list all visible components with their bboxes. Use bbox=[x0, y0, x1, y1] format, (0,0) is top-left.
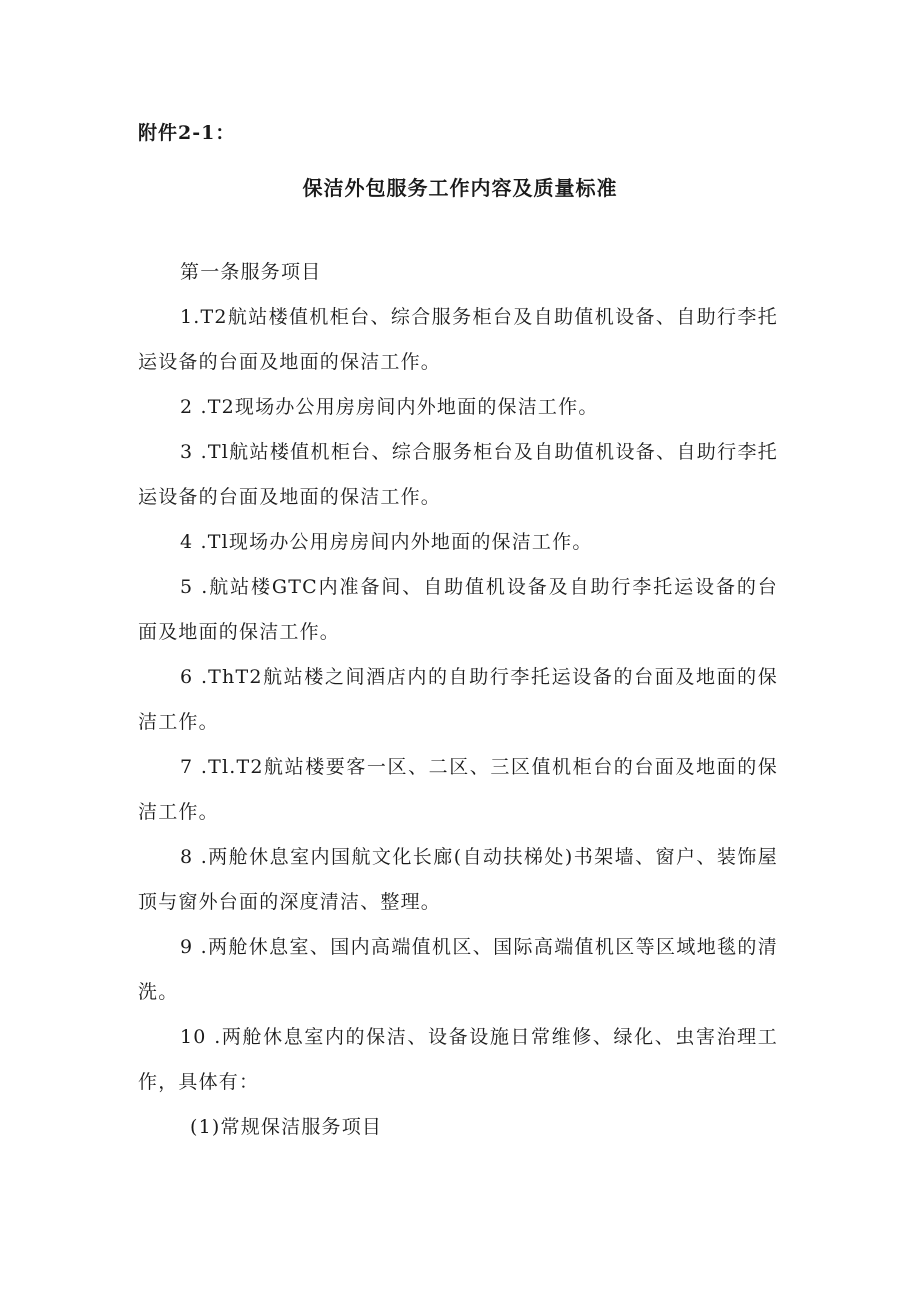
service-item-5: 5 .航站楼GTC内准备间、自助值机设备及自助行李托运设备的台面及地面的保洁工作。 bbox=[138, 576, 778, 643]
service-item-2: 2 .T2现场办公用房房间内外地面的保洁工作。 bbox=[180, 396, 599, 418]
section-heading: 第一条服务项目 bbox=[180, 261, 322, 283]
service-item-3: 3 .Tl航站楼值机柜台、综合服务柜台及自助值机设备、自助行李托运设备的台面及地面的保洁工作。 bbox=[138, 441, 778, 508]
service-item-9: 9 .两舱休息室、国内高端值机区、国际高端值机区等区域地毯的清洗。 bbox=[138, 936, 778, 1003]
service-item-10: 10 .两舱休息室内的保洁、设备设施日常维修、绿化、虫害治理工作，具体有： bbox=[138, 1026, 778, 1093]
service-item-4: 4 .Tl现场办公用房房间内外地面的保洁工作。 bbox=[180, 531, 593, 553]
service-item-8: 8 .两舱休息室内国航文化长廊(自动扶梯处)书架墙、窗户、装饰屋顶与窗外台面的深度清洁、整理。 bbox=[138, 846, 778, 913]
service-item-1: 1.T2航站楼值机柜台、综合服务柜台及自助值机设备、自助行李托运设备的台面及地面的保洁工作。 bbox=[138, 306, 778, 373]
document-body bbox=[138, 250, 778, 1150]
service-item-7: 7 .Tl.T2航站楼要客一区、二区、三区值机柜台的台面及地面的保洁工作。 bbox=[138, 756, 778, 823]
service-item-6: 6 .ThT2航站楼之间酒店内的自助行李托运设备的台面及地面的保洁工作。 bbox=[138, 666, 778, 733]
sub-heading: (1)常规保洁服务项目 bbox=[190, 1116, 383, 1138]
attachment-label: 附件2-1： bbox=[138, 122, 236, 144]
document-title: 保洁外包服务工作内容及质量标准 bbox=[302, 176, 618, 200]
